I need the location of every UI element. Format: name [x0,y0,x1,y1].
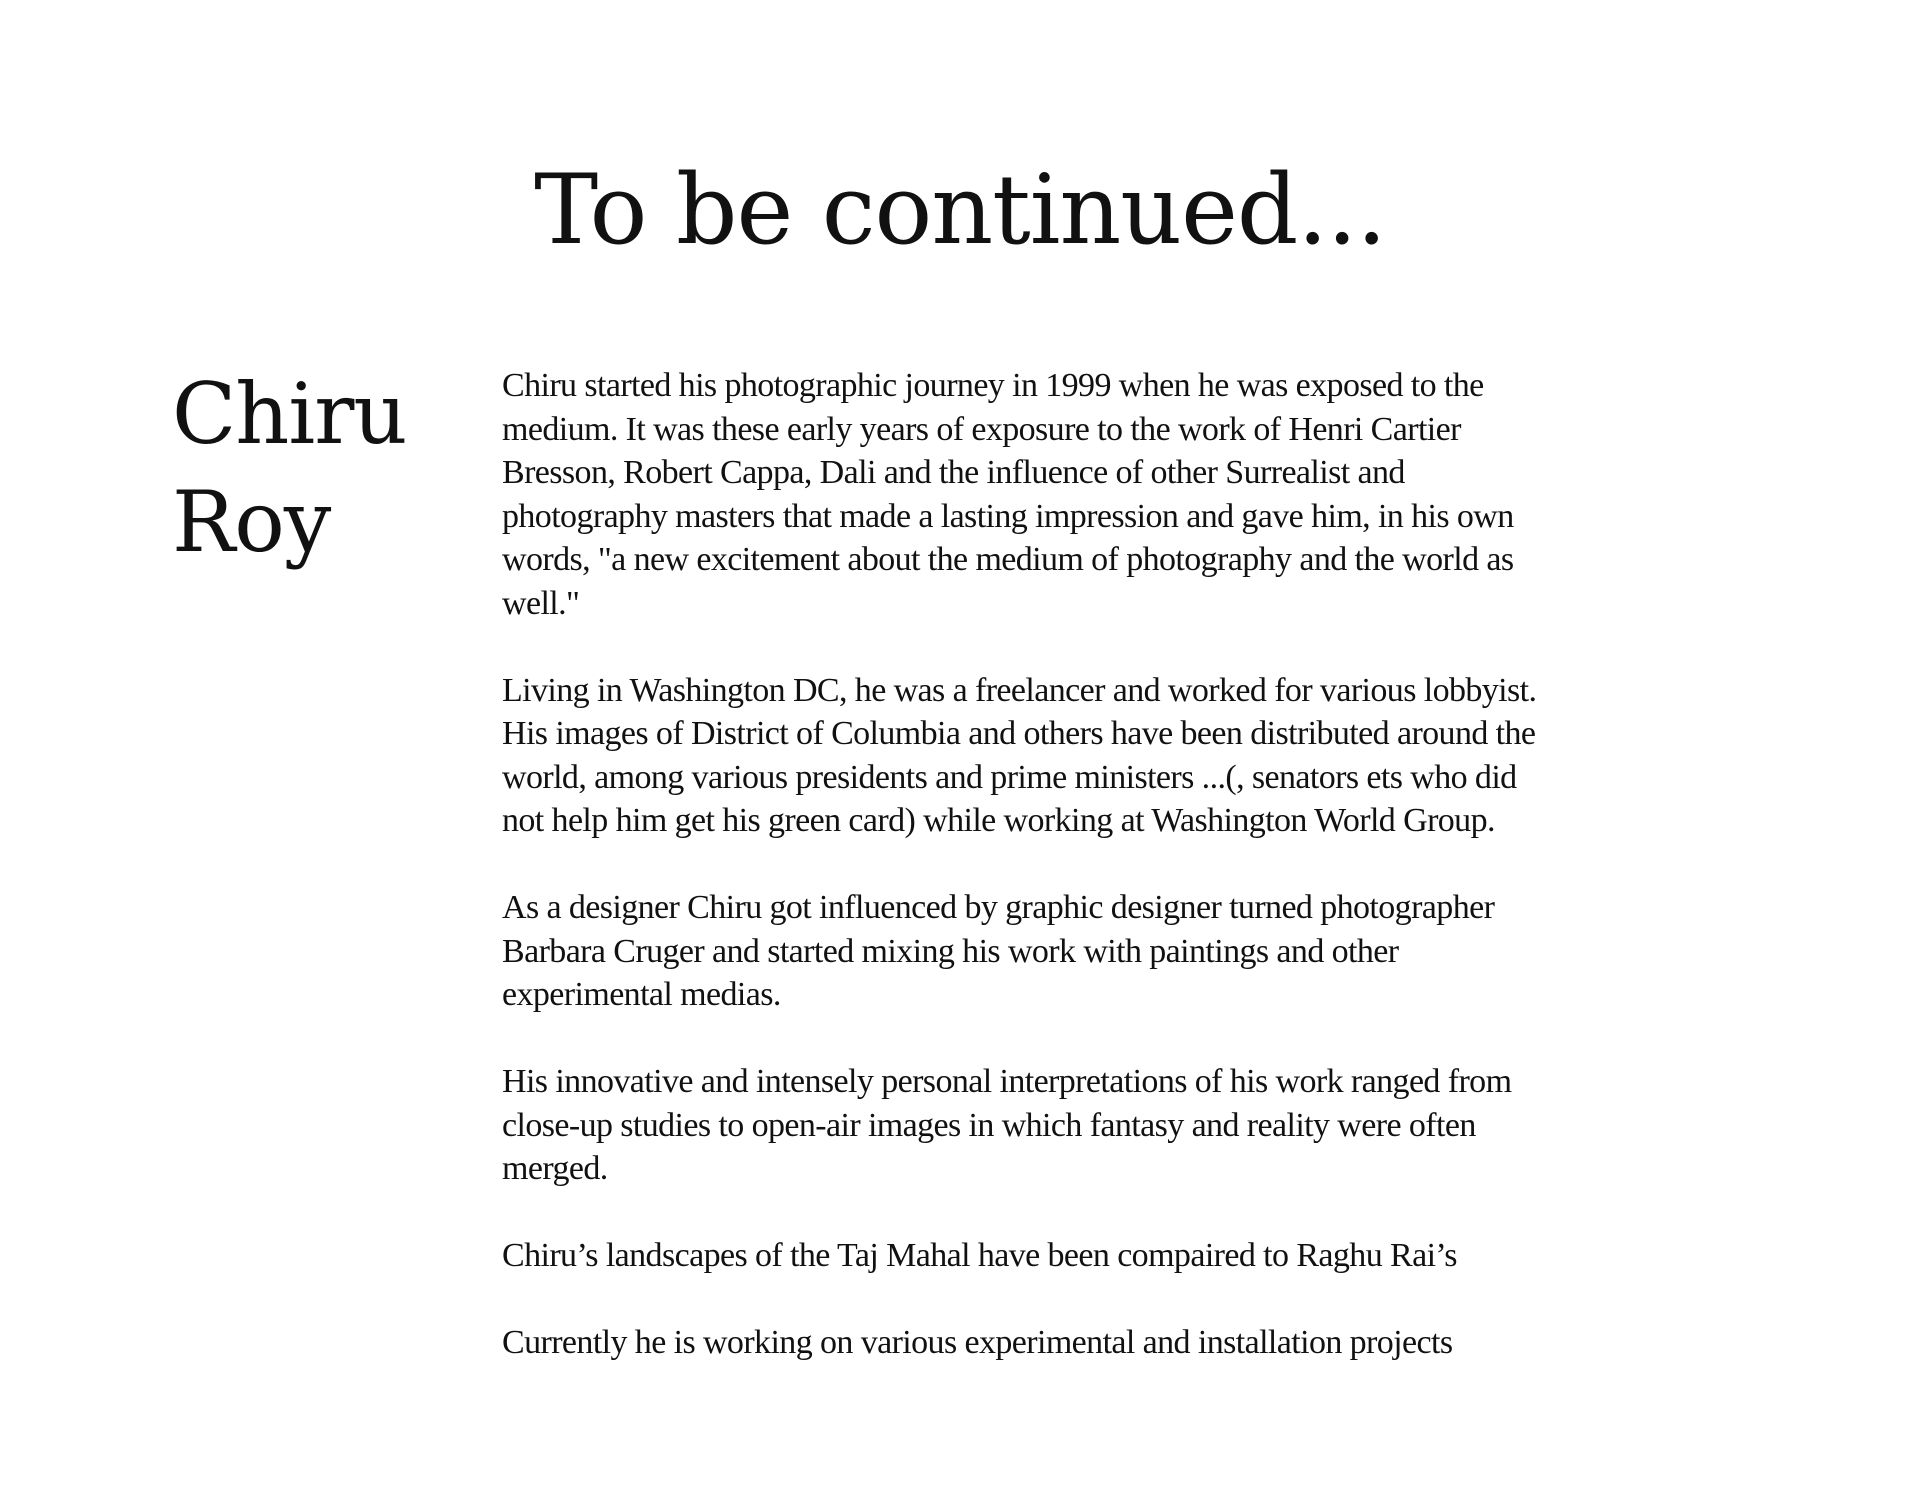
author-first-name: Chiru [172,365,407,463]
page-title: To be continued... [534,154,1386,266]
bio-paragraph-designer: As a designer Chiru got influenced by graphic designer turned photographer Barbara Cruger and started mixing his work with paintings and other experimental medias. [502,889,1495,1013]
bio-paragraph-early-journey: Chiru started his photographic journey in 1999 when he was exposed to the medium. It was these early years of exposure to the work of Henri Cartier Bresson, Robert Cappa, Dali and the influence of other Surrealist and photography masters that made a lasting impression and gave him, in his own words, "a new excitement about the medium of photography and the world as well." [502,367,1514,622]
author-last-name: Roy [172,473,331,571]
bio-paragraph-current-work: Currently he is working on various experimental and installation projects [502,1324,1453,1361]
bio-paragraph-interpretations: His innovative and intensely personal interpretations of his work ranged from close-up studies to open-air images in which fantasy and reality were often merged. [502,1063,1512,1187]
bio-paragraph-washington: Living in Washington DC, he was a freelancer and worked for various lobbyist. His images of District of Columbia and others have been distributed around the world, among various presidents and prime ministers ...(, senators ets who did not help him get his green card) while working at Washington World Group. [502,671,1537,839]
biography-text [502,364,1542,1365]
bio-paragraph-taj-mahal: Chiru’s landscapes of the Taj Mahal have been compaired to Raghu Rai’s [502,1237,1457,1274]
author-name [172,360,472,576]
